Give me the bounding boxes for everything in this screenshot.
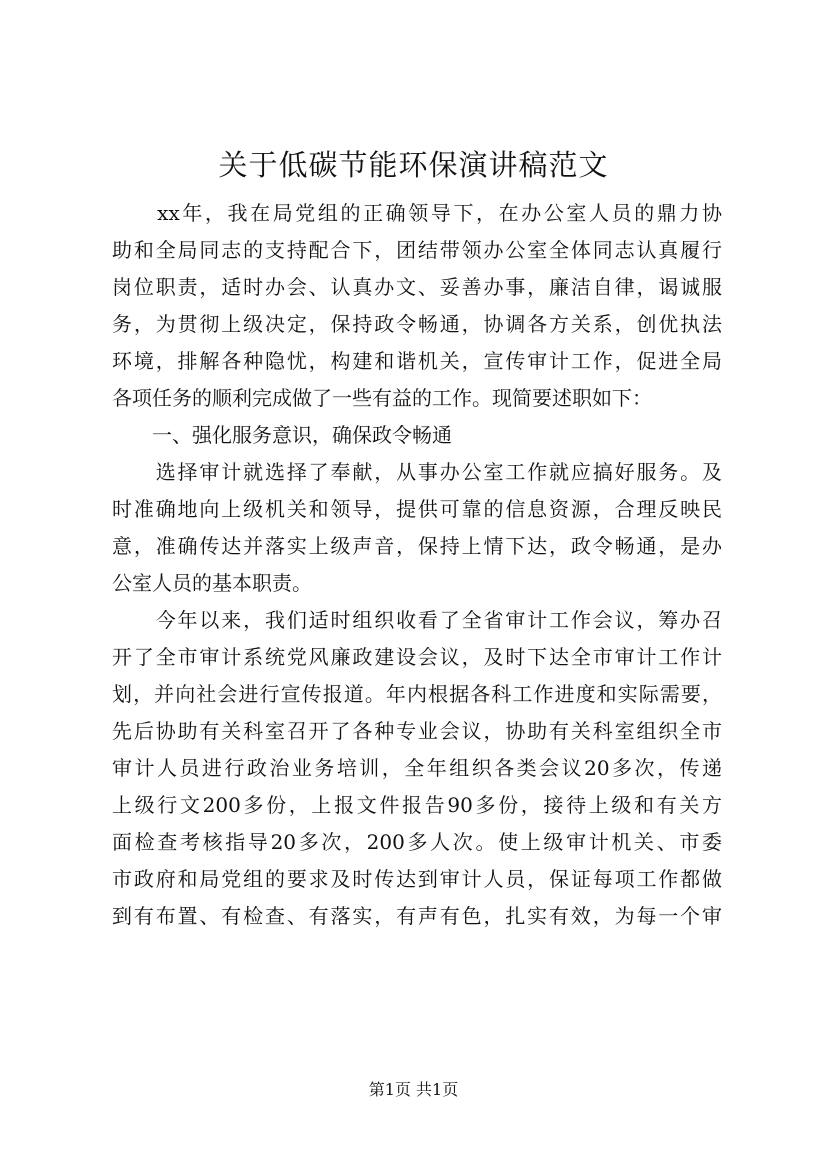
body-line: 时准确地向上级机关和领导，提供可靠的信息资源，合理反映民: [112, 497, 722, 521]
body-line: 公室人员的基本职责。: [112, 571, 312, 595]
body-line: 环境，排解各种隐忧，构建和谐机关，宣传审计工作，促进全局: [112, 349, 722, 373]
body-line: 今年以来，我们适时组织收看了全省审计工作会议，筹办召: [112, 608, 722, 632]
body-line: 上级行文200多份，上报文件报告90多份，接待上级和有关方: [112, 793, 722, 817]
body-line: 面检查考核指导20多次，200多人次。使上级审计机关、市委: [112, 830, 722, 854]
body-line: 划，并向社会进行宣传报道。年内根据各科工作进度和实际需要，: [112, 682, 722, 706]
section-heading: 一、强化服务意识，确保政令畅通: [112, 423, 452, 447]
body-line: 先后协助有关科室召开了各种专业会议，协助有关科室组织全市: [112, 719, 722, 743]
body-line: 助和全局同志的支持配合下，团结带领办公室全体同志认真履行: [112, 238, 722, 262]
body-line: 审计人员进行政治业务培训，全年组织各类会议20多次，传递: [112, 756, 722, 780]
document-title: 关于低碳节能环保演讲稿范文: [218, 148, 609, 182]
body-line: 务，为贯彻上级决定，保持政令畅通，协调各方关系，创优执法: [112, 312, 722, 336]
page-footer: 第1页 共1页: [368, 1080, 459, 1099]
body-line: 开了全市审计系统党风廉政建设会议，及时下达全市审计工作计: [112, 645, 722, 669]
body-line: 市政府和局党组的要求及时传达到审计人员，保证每项工作都做: [112, 867, 722, 891]
body-line: xx年，我在局党组的正确领导下，在办公室人员的鼎力协: [112, 201, 722, 225]
body-line: 岗位职责，适时办会、认真办文、妥善办事，廉洁自律，谒诚服: [112, 275, 722, 299]
body-line: 意，准确传达并落实上级声音，保持上情下达，政令畅通，是办: [112, 534, 722, 558]
body-line: 各项任务的顺利完成做了一些有益的工作。现简要述职如下：: [112, 386, 652, 410]
body-line: 到有布置、有检查、有落实，有声有色，扎实有效，为每一个审: [112, 904, 722, 928]
document-body: [112, 195, 722, 935]
body-line: 选择审计就选择了奉献，从事办公室工作就应搞好服务。及: [112, 460, 722, 484]
